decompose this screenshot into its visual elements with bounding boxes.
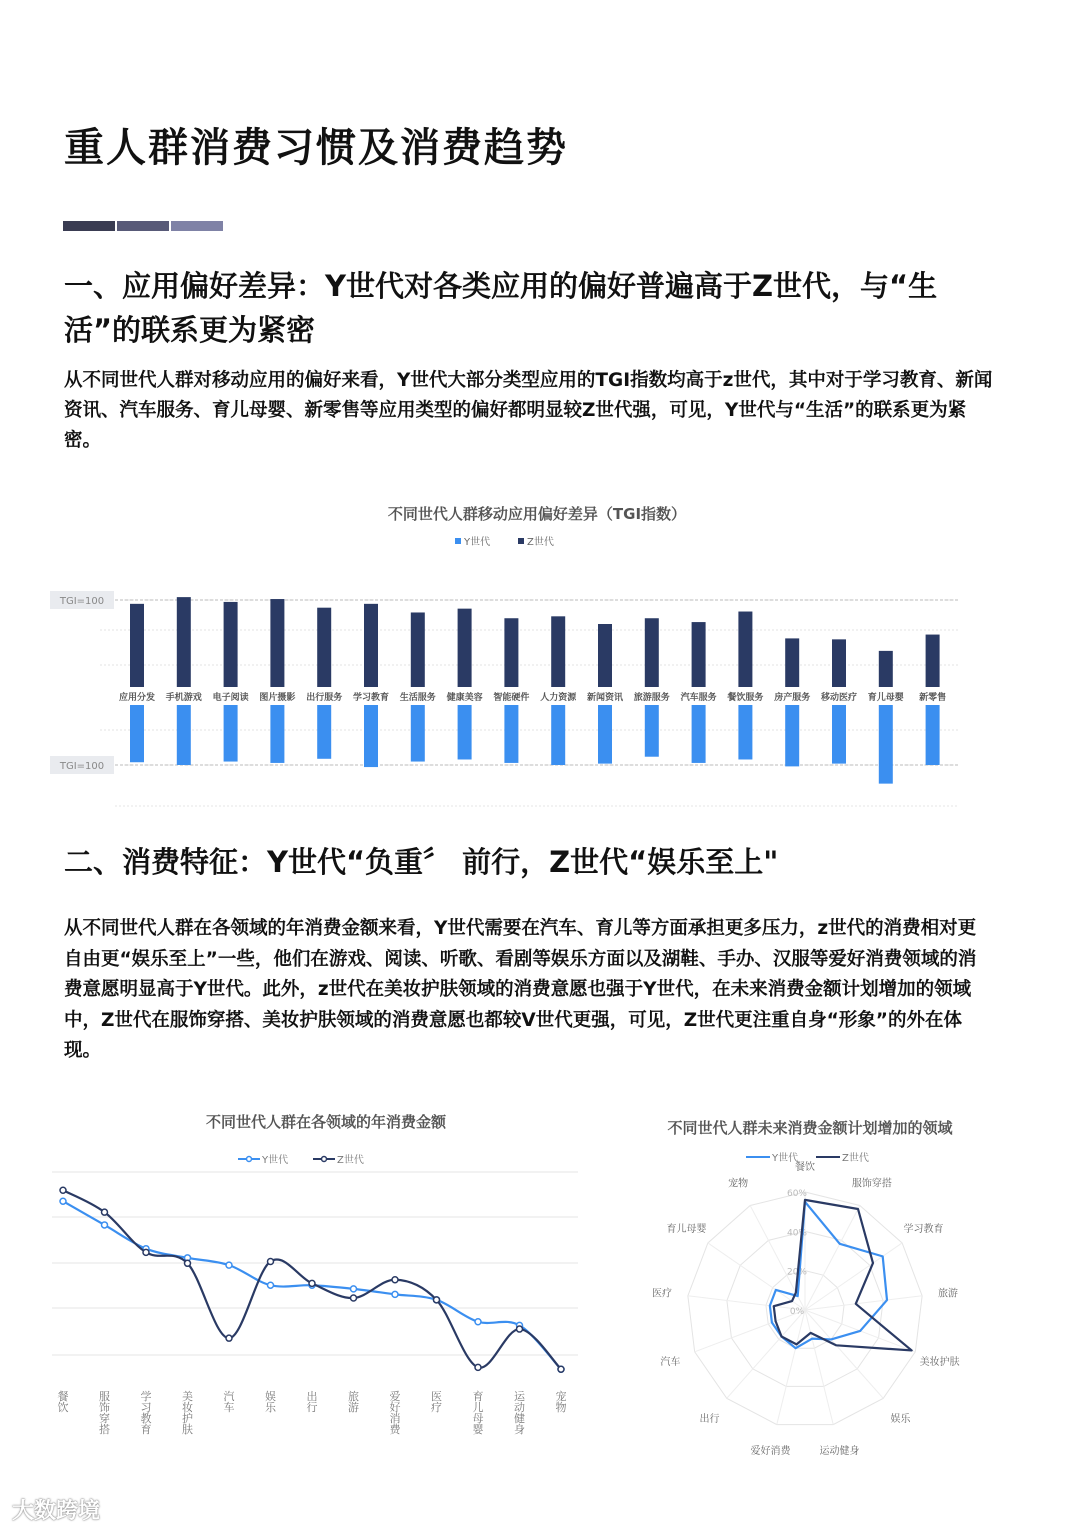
- chart-legend: [455, 535, 554, 548]
- axis-label: 娱乐: [890, 1413, 911, 1425]
- axis-label: 宠物: [728, 1178, 749, 1190]
- category-label: 新零售: [919, 693, 947, 703]
- bar-z-1: [177, 597, 191, 687]
- legend-label: Z世代: [842, 1153, 869, 1164]
- axis-label: 美妆护肤: [919, 1357, 960, 1369]
- accent-bar-dark: [63, 221, 115, 231]
- legend-marker: [322, 1157, 327, 1162]
- watermark-logo: 大数跨境: [12, 1499, 101, 1524]
- bar-y-9: [551, 705, 565, 765]
- legend-marker: [247, 1157, 252, 1162]
- bar-y-15: [832, 705, 846, 764]
- radar-spoke: [777, 1310, 805, 1425]
- category-label: 新闻资讯: [586, 693, 624, 703]
- chart-grid: [52, 1172, 578, 1355]
- point-z-5: [268, 1258, 274, 1264]
- bar-z-3: [270, 599, 284, 687]
- category-label: 房产服务: [774, 693, 811, 703]
- line-series: [60, 1187, 564, 1372]
- axis-label: 旅游: [937, 1288, 958, 1300]
- category-label: 育儿母婴: [867, 693, 904, 703]
- radar-spoke: [805, 1310, 833, 1425]
- category-label: 娱乐: [265, 1390, 276, 1414]
- bar-z-6: [411, 612, 425, 687]
- radar-spoke: [805, 1206, 860, 1310]
- radar-spoke: [727, 1310, 805, 1398]
- point-y-10: [475, 1319, 481, 1325]
- bar-z-16: [879, 651, 893, 687]
- bar-y-13: [738, 705, 752, 759]
- radar-tick: 40%: [786, 1228, 808, 1239]
- category-label: 服饰穿搭: [99, 1390, 110, 1436]
- legend-label: Y世代: [772, 1153, 799, 1164]
- bar-group: [130, 597, 940, 784]
- point-y-8: [392, 1291, 398, 1297]
- reference-label: TGI=100: [59, 596, 105, 607]
- point-z-11: [517, 1326, 523, 1332]
- radar-grid: [688, 1189, 922, 1425]
- bar-z-11: [645, 618, 659, 687]
- radar-tick: 0%: [789, 1307, 805, 1317]
- accent-bars: [63, 221, 225, 231]
- legend-label: Z世代: [337, 1155, 364, 1166]
- chart-title: 不同世代人群未来消费金额计划增加的领域: [667, 1119, 953, 1137]
- axis-label: 餐饮: [795, 1162, 815, 1173]
- category-label: 汽车服务: [680, 693, 717, 703]
- category-label: 宠物: [555, 1390, 567, 1414]
- category-label: 出行: [306, 1390, 318, 1414]
- bar-z-8: [504, 618, 518, 687]
- bar-z-10: [598, 624, 612, 687]
- category-label: 旅游服务: [633, 693, 670, 703]
- legend-label: Y世代: [464, 537, 491, 548]
- bar-y-12: [692, 705, 706, 763]
- radar-tick: 20%: [786, 1267, 808, 1278]
- legend-label: Z世代: [527, 537, 554, 548]
- point-y-0: [60, 1198, 66, 1204]
- legend-label: Y世代: [262, 1155, 289, 1166]
- bar-y-16: [879, 705, 893, 784]
- bar-y-1: [177, 705, 191, 765]
- category-label: 人力资源: [540, 693, 577, 703]
- axis-label: 医疗: [652, 1288, 673, 1300]
- axis-label: 出行: [699, 1413, 720, 1425]
- category-label: 出行服务: [306, 693, 343, 703]
- category-labels: [58, 1389, 567, 1436]
- bar-y-2: [224, 705, 238, 762]
- bar-z-2: [224, 602, 238, 687]
- axis-label: 爱好消费: [750, 1445, 791, 1457]
- bar-z-13: [738, 612, 752, 687]
- point-z-6: [309, 1280, 315, 1286]
- point-y-1: [102, 1222, 108, 1228]
- bar-z-12: [692, 622, 706, 687]
- chart-title: 不同世代人群移动应用偏好差异（TGI指数）: [387, 505, 687, 523]
- bar-y-0: [130, 705, 144, 762]
- bar-z-0: [130, 604, 144, 687]
- bar-y-6: [411, 705, 425, 762]
- bar-y-10: [598, 705, 612, 764]
- bar-y-14: [785, 705, 799, 766]
- point-z-9: [434, 1297, 440, 1303]
- category-label: 育儿母婴: [472, 1390, 484, 1436]
- bar-y-8: [504, 705, 518, 763]
- accent-bar-mid: [117, 221, 169, 231]
- category-label: 爱好消费: [389, 1390, 401, 1436]
- point-y-4: [226, 1262, 232, 1268]
- point-z-8: [392, 1277, 398, 1283]
- bar-y-3: [270, 705, 284, 763]
- category-label: 餐饮服务: [727, 693, 764, 703]
- radar-chart: [630, 1105, 1000, 1457]
- point-z-1: [102, 1209, 108, 1215]
- section1-body: 从不同世代人群对移动应用的偏好来看，Y世代大部分类型应用的TGI指数均高于z世代，其中对于学习教育、新闻资讯、汽车服务、育儿母婴、新零售等应用类型的偏好都明显较Z世代强，可见，Y世代与“生活”的联系更为紧密。: [64, 370, 993, 451]
- category-label: 餐饮: [57, 1390, 69, 1414]
- legend-swatch: [518, 538, 524, 544]
- category-label: 学习教育: [140, 1390, 152, 1436]
- axis-label: 学习教育: [903, 1224, 944, 1236]
- category-label: 汽车: [223, 1390, 235, 1414]
- bar-y-5: [364, 705, 378, 767]
- bar-z-7: [458, 609, 472, 687]
- section1-heading: 一、应用偏好差异：Y世代对各类应用的偏好普遍高于Z世代，与“生活”的联系更为紧密: [64, 269, 938, 347]
- category-label: 医疗: [431, 1390, 442, 1414]
- section2-heading: 二、消费特征：Y世代“负重〞 前行，Z世代“娱乐至上": [64, 845, 779, 879]
- category-label: 智能硬件: [493, 693, 530, 703]
- spending-line-chart: [40, 1100, 600, 1450]
- axis-label: 育儿母婴: [666, 1224, 707, 1236]
- bar-z-5: [364, 604, 378, 687]
- category-label: 手机游戏: [165, 693, 202, 703]
- category-label: 美妆护肤: [182, 1390, 193, 1436]
- category-label: 电子阅读: [212, 693, 249, 703]
- radar-spoke: [805, 1310, 883, 1398]
- point-z-3: [185, 1260, 191, 1266]
- category-label: 图片摄影: [259, 693, 296, 703]
- category-label: 生活服务: [399, 693, 436, 703]
- point-z-7: [351, 1295, 357, 1301]
- category-label: 应用分发: [118, 693, 156, 703]
- bar-y-17: [926, 705, 940, 765]
- category-labels: [119, 691, 946, 703]
- point-z-4: [226, 1335, 232, 1341]
- bar-z-15: [832, 639, 846, 687]
- bar-z-17: [926, 635, 940, 687]
- point-z-12: [558, 1366, 564, 1372]
- chart-title: 不同世代人群在各领域的年消费金额: [205, 1113, 447, 1131]
- axis-label: 服饰穿搭: [851, 1178, 892, 1190]
- category-label: 学习教育: [352, 693, 390, 703]
- point-y-7: [351, 1286, 357, 1292]
- reference-label: TGI=100: [59, 761, 105, 772]
- bar-z-14: [785, 638, 799, 687]
- category-label: 运动健身: [514, 1390, 525, 1436]
- category-label: 健康美容: [446, 693, 483, 703]
- accent-bar-light: [171, 221, 223, 231]
- point-z-0: [60, 1187, 66, 1193]
- bar-y-11: [645, 705, 659, 757]
- axis-label: 汽车: [660, 1357, 681, 1369]
- tgi-bar-chart: [40, 495, 970, 815]
- axis-label: 运动健身: [819, 1445, 860, 1457]
- radar-tick: 60%: [786, 1189, 808, 1199]
- category-label: 旅游: [348, 1390, 359, 1414]
- chart-legend: [238, 1153, 364, 1166]
- radar-spoke: [695, 1310, 805, 1352]
- point-z-2: [143, 1249, 149, 1255]
- point-y-5: [268, 1282, 274, 1288]
- bar-y-4: [317, 705, 331, 759]
- bar-z-4: [317, 608, 331, 687]
- bar-y-7: [458, 705, 472, 759]
- page-title: 重人群消费习惯及消费趋势: [64, 125, 568, 171]
- legend-swatch: [455, 538, 461, 544]
- category-label: 移动医疗: [820, 693, 858, 703]
- section2-body: 从不同世代人群在各领域的年消费金额来看，Y世代需要在汽车、育儿等方面承担更多压力，z世代的消费相对更自由更“娱乐至上”一些，他们在游戏、阅读、听歌、看剧等娱乐方面以及湖鞋、手办、汉服等爱好消费领域的消费意愿明显高于Y世代。此外，z世代在美妆护肤领域的消费意愿也强于Y世代，在未来消费金额计划增加的领域中，Z世代在服饰穿搭、美妆护肤领域的消费意愿也都较V世代更强，可见，Z世代更注重自身“形象”的外在体现。: [64, 918, 977, 1061]
- point-z-10: [475, 1364, 481, 1370]
- bar-z-9: [551, 616, 565, 687]
